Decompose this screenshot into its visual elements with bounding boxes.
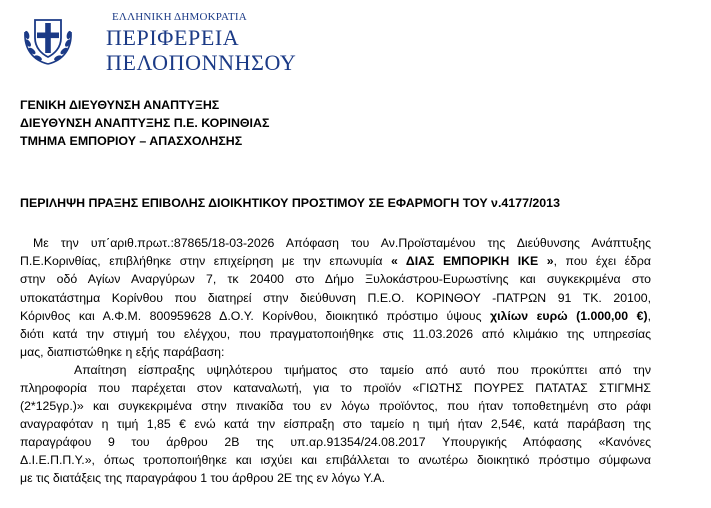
- company-name: « ΔΙΑΣ ΕΜΠΟΡΙΚΗ ΙΚΕ »: [391, 254, 554, 268]
- body-text: (2*125γρ.)» και συγκεκριμένα στην πινακίδα του εν λόγω προϊόντος, που ήταν τοποθετημένη στο ράφι: [20, 399, 651, 413]
- body-text: διότι κατά την στιγμή του ελέγχου, που πραγματοποιήθηκε στις 11.03.2026 από κλιμάκιο της υπηρεσίας: [20, 327, 651, 341]
- body-line-1: [20, 235, 651, 251]
- letterhead-region-line1: ΠΕΡΙΦΕΡΕΙΑ: [106, 25, 240, 50]
- department-general-directorate: ΓΕΝΙΚΗ ΔΙΕΥΘΥΝΣΗ ΑΝΑΠΤΥΞΗΣ: [20, 98, 220, 112]
- body-text: Με την υπ΄αριθ.πρωτ.:87865/18-03-2026 Απόφαση του Αν.Προϊσταμένου της Διεύθυνσης Ανάπτυξης: [33, 236, 651, 250]
- body-text: Κόρινθος και Α.Φ.Μ. 800959628 Δ.Ο.Υ. Κορίνθου, διοικητικό πρόστιμο ύψους: [20, 309, 482, 323]
- body-text: αναγραφόταν η τιμή 1,85 € ενώ κατά την είσπραξη στο ταμείο η τιμή ήταν 2,54€, κατά παράβαση της: [20, 417, 651, 431]
- body-text: πληροφορία που παρέχεται στον καταναλωτή, για το προϊόν «ΓΙΩΤΗΣ ΠΟΥΡΕΣ ΠΑΤΑΤΑΣ ΣΤΙΓΜΗΣ: [20, 381, 651, 395]
- body-text: Π.Ε.Κορινθίας, επιβλήθηκε στην επιχείρηση με την επωνυμία: [20, 254, 383, 268]
- body-line-7: [20, 344, 651, 360]
- letterhead: [18, 2, 318, 82]
- letterhead-republic: ΕΛΛΗΝΙΚΗ ΔΗΜΟΚΡΑΤΙΑ: [112, 11, 247, 23]
- document-title: ΠΕΡΙΛΗΨΗ ΠΡΑΞΗΣ ΕΠΙΒΟΛΗΣ ΔΙΟΙΚΗΤΙΚΟΥ ΠΡΟΣΤΙΜΟΥ ΣΕ ΕΦΑΡΜΟΓΗ ΤΟΥ ν.4177/2013: [20, 196, 560, 210]
- body-line-5: [20, 308, 651, 324]
- department-section: ΤΜΗΜΑ ΕΜΠΟΡΙΟΥ – ΑΠΑΣΧΟΛΗΣΗΣ: [20, 134, 243, 148]
- body-line-9: [20, 380, 651, 396]
- fine-amount: χιλίων ευρώ (1.000,00 €): [490, 309, 648, 323]
- body-line-14: [20, 470, 651, 486]
- body-line-12: [20, 434, 651, 450]
- body-line-3: [20, 271, 651, 287]
- body-line-2: [20, 253, 651, 269]
- body-line-10: [20, 398, 651, 414]
- body-text: , που έχει έδρα: [553, 254, 651, 268]
- body-text: παραγράφου 9 του άρθρου 2Β της υπ.αρ.91354/24.08.2017 Υπουργικής Απόφασης «Κανόνες: [20, 435, 651, 449]
- body-text: Απαίτηση είσπραξης υψηλότερου τιμήματος στο ταμείο από αυτό που προκύπτει από την: [74, 363, 651, 377]
- body-line-11: [20, 416, 651, 432]
- department-directorate: ΔΙΕΥΘΥΝΣΗ ΑΝΑΠΤΥΞΗΣ Π.Ε. ΚΟΡΙΝΘΙΑΣ: [20, 116, 270, 130]
- body-text: Δ.Ι.Ε.Π.Π.Υ.», όπως τροποποιήθηκε και ισχύει και επιβάλλεται το ανωτέρω διοικητικό πρόστιμο σύμφωνα: [20, 453, 651, 467]
- body-line-4: [20, 290, 651, 306]
- body-text: στην οδό Αγίων Αναργύρων 7, τκ 20400 στο Δήμο Ξυλοκάστρου-Ευρωστίνης και συγκεκριμένα στο: [20, 272, 651, 286]
- greek-state-emblem-icon: [18, 8, 78, 68]
- body-line-6: [20, 326, 651, 342]
- letterhead-region-line2: ΠΕΛΟΠΟΝΝΗΣΟΥ: [106, 50, 297, 75]
- body-text: υποκατάστημα Κορίνθου που διατηρεί στην διεύθυνση Π.Ε.Ο. ΚΟΡΙΝΘΟΥ -ΠΑΤΡΩΝ 91 ΤΚ. 20100,: [20, 291, 651, 305]
- body-text: με τις διατάξεις της παραγράφου 1 του άρθρου 2Ε της εν λόγω Υ.Α.: [20, 471, 386, 485]
- body-line-8: [20, 362, 651, 378]
- body-line-13: [20, 452, 651, 468]
- body-text: ,: [647, 309, 651, 323]
- body-text: μας, διαπιστώθηκε η εξής παράβαση:: [20, 345, 225, 359]
